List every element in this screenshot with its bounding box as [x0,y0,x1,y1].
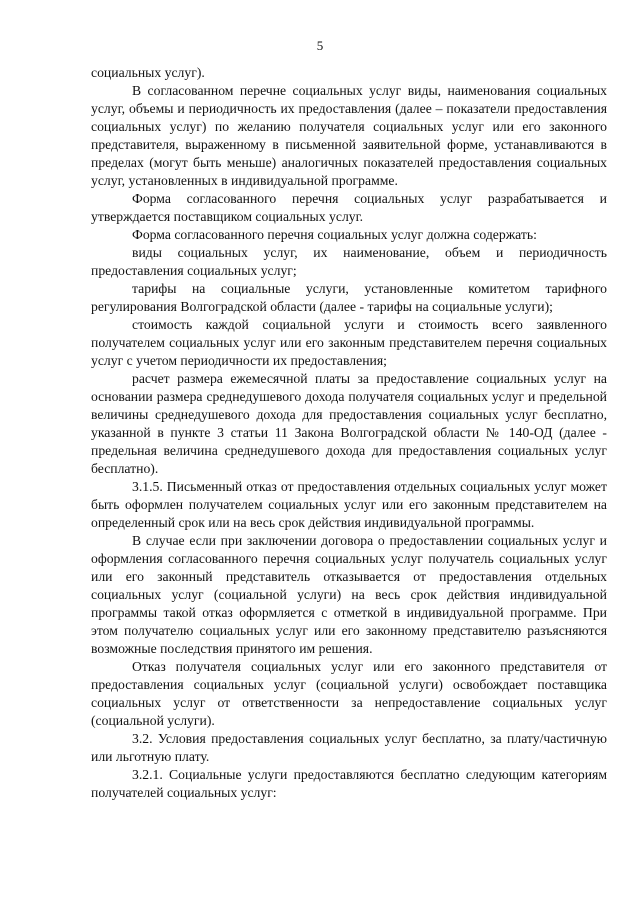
paragraph: тарифы на социальные услуги, установленные комитетом тарифного регулирования Волгоградской области (далее - тарифы на социальные услуги); [91,281,607,314]
paragraph: 3.2. Условия предоставления социальных услуг бесплатно, за плату/частичную или льготную плату. [91,731,607,764]
paragraph: виды социальных услуг, их наименование, объем и периодичность предоставления социальных услуг; [91,245,607,278]
paragraph: В согласованном перечне социальных услуг виды, наименования социальных услуг, объемы и периодичность их предоставления (далее – показатели предоставления социальных услуг) по желанию получателя социальных услуг или его законного представителя, выраженному в письменной заявительной форме, устанавливаются в пределах (могут быть меньше) аналогичных показателей предоставления социальных услуг, установленных в индивидуальной программе. [91,83,607,188]
paragraph: расчет размера ежемесячной платы за предоставление социальных услуг на основании размера среднедушевого дохода получателя социальных услуг и предельной величины среднедушевого дохода для предоставления социальных услуг бесплатно, указанной в пункте 3 статьи 11 Закона Волгоградской области № 140-ОД (далее - предельная величина среднедушевого дохода для предоставления социальных услуг бесплатно). [91,371,607,476]
paragraph: социальных услуг). [91,65,205,80]
paragraph: Форма согласованного перечня социальных услуг разрабатывается и утверждается поставщиком социальных услуг. [91,191,607,224]
page-number: 5 [316,38,324,53]
paragraph: Отказ получателя социальных услуг или его законного представителя от предоставления социальных услуг (социальной услуги) освобождает поставщика социальных услуг от ответственности за непредоставление социальных услуг (социальной услуги). [91,659,607,728]
paragraph: 3.1.5. Письменный отказ от предоставления отдельных социальных услуг может быть оформлен получателем социальных услуг или его законным представителем на определенный срок или на весь срок действия индивидуальной программы. [91,479,607,530]
paragraph: стоимость каждой социальной услуги и стоимость всего заявленного получателем социальных услуг или его законным представителем перечня социальных услуг с учетом периодичности их предоставления; [91,317,607,368]
paragraph: Форма согласованного перечня социальных услуг должна содержать: [132,227,537,242]
paragraph: В случае если при заключении договора о предоставлении социальных услуг и оформления согласованного перечня социальных услуг получатель социальных услуг или его законный представитель отказывается от предоставления отдельных социальных услуг (социальной услуги) на весь срок действия индивидуальной программы такой отказ оформляется с отметкой в индивидуальной программе. При этом получателю социальных услуг или его законному представителю разъясняются возможные последствия принятого им решения. [91,533,607,656]
paragraph: 3.2.1. Социальные услуги предоставляются бесплатно следующим категориям получателей социальных услуг: [91,767,607,800]
document-body [91,64,607,802]
